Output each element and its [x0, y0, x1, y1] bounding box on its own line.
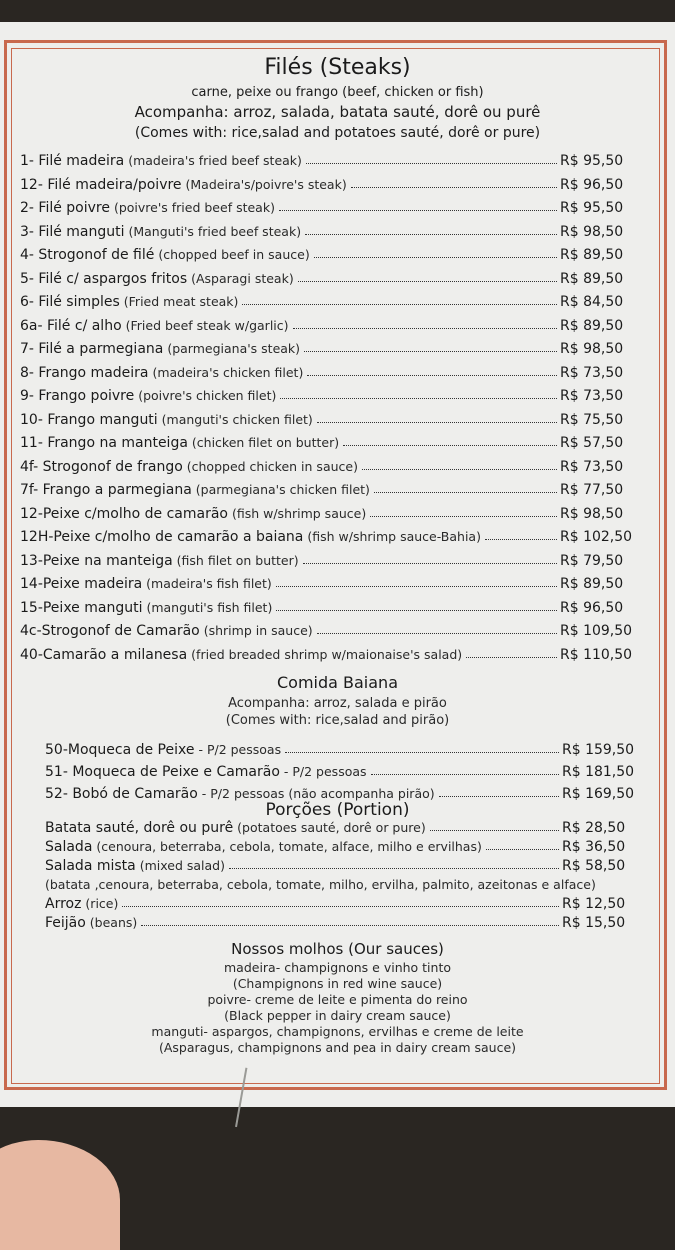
- item-name: 4c-Strogonof de Camarão: [20, 623, 200, 639]
- item-description: (batata ,cenoura, beterraba, cebola, tomate, milho, ervilha, palmito, azeitonas e alface): [45, 877, 596, 892]
- item-price: R$ 98,50: [560, 505, 624, 522]
- item-price: R$ 73,50: [560, 458, 624, 475]
- leader-dots: [371, 774, 559, 775]
- menu-item-row: [0, 482, 675, 505]
- item-name: 51- Moqueca de Peixe e Camarão: [45, 764, 280, 780]
- item-description: (poivre's chicken filet): [134, 388, 277, 403]
- item-name: 3- Filé manguti: [20, 223, 125, 240]
- menu-item-row: [0, 177, 675, 200]
- menu-item: [20, 388, 276, 404]
- item-price: R$ 28,50: [562, 820, 626, 836]
- item-name: 50-Moqueca de Peixe: [45, 742, 195, 758]
- item-description: (Manguti's fried beef steak): [124, 223, 302, 239]
- item-price: R$ 98,50: [560, 341, 624, 357]
- menu-item: [20, 271, 294, 287]
- menu-item: [20, 247, 310, 263]
- leader-dots: [306, 163, 557, 164]
- menu-item: [20, 553, 299, 569]
- item-name: 13-Peixe na manteiga: [20, 552, 173, 569]
- sauce-line: (Asparagus, champignons and pea in dairy cream sauce): [158, 1040, 517, 1055]
- item-price: R$ 102,50: [560, 529, 633, 545]
- item-price: R$ 77,50: [560, 482, 624, 498]
- leader-dots: [122, 906, 559, 907]
- item-description: (madeira's fish filet): [142, 576, 272, 591]
- item-description: (Fried beef steak w/garlic): [121, 317, 289, 333]
- item-price: R$ 73,50: [560, 364, 624, 381]
- item-description: (madeira's fried beef steak): [124, 153, 302, 168]
- menu-item-row: [0, 271, 675, 294]
- item-name: 7f- Frango a parmegiana: [20, 482, 192, 498]
- menu-item-row: [0, 435, 675, 458]
- menu-item: [20, 341, 300, 357]
- leader-dots: [293, 328, 557, 329]
- item-description: (parmegiana's steak): [163, 341, 301, 356]
- leader-dots: [351, 187, 557, 188]
- item-description: - P/2 pessoas: [194, 742, 282, 757]
- item-price: R$ 89,50: [560, 576, 624, 592]
- leader-dots: [303, 563, 557, 564]
- menu-item-row: [0, 200, 675, 223]
- item-price: R$ 79,50: [560, 552, 624, 569]
- menu-item: [20, 435, 339, 451]
- item-name: Arroz: [45, 896, 82, 912]
- menu-item: [45, 877, 596, 893]
- menu-item: [20, 529, 481, 545]
- leader-dots: [374, 492, 557, 493]
- leader-dots: [285, 752, 559, 753]
- leader-dots: [141, 925, 559, 926]
- item-name: 9- Frango poivre: [20, 388, 135, 404]
- leader-dots: [486, 849, 559, 850]
- sauce-line: manguti- aspargos, champignons, ervilhas e creme de leite: [151, 1024, 524, 1039]
- item-name: Salada: [45, 839, 93, 855]
- menu-item-row: [0, 600, 675, 623]
- item-price: R$ 84,50: [560, 294, 624, 310]
- leader-dots: [362, 469, 557, 470]
- section-title-sauces: Nossos molhos (Our sauces): [231, 940, 444, 958]
- item-price: R$ 12,50: [562, 896, 626, 912]
- leader-dots: [485, 539, 557, 540]
- baiana-accompaniment-en: (Comes with: rice,salad and pirão): [225, 713, 450, 728]
- menu-item: [20, 412, 313, 428]
- item-price: R$ 110,50: [560, 646, 633, 663]
- item-name: 4f- Strogonof de frango: [20, 458, 183, 475]
- item-description: (manguti's chicken filet): [157, 411, 313, 427]
- item-description: - P/2 pessoas (não acompanha pirão): [197, 786, 435, 801]
- menu-item-row: [0, 529, 675, 552]
- leader-dots: [305, 234, 557, 235]
- item-description: (chopped beef in sauce): [154, 247, 310, 262]
- item-name: 6a- Filé c/ alho: [20, 317, 122, 334]
- item-price: R$ 89,50: [560, 317, 624, 334]
- leader-dots: [229, 868, 559, 869]
- item-description: (fish w/shrimp sauce): [227, 505, 367, 521]
- item-price: R$ 36,50: [562, 839, 626, 855]
- menu-item: [20, 459, 358, 475]
- item-description: (parmegiana's chicken filet): [191, 482, 370, 497]
- accompaniment-pt: Acompanha: arroz, salada, batata sauté, dorê ou purê: [134, 103, 541, 121]
- item-description: (fish filet on butter): [172, 552, 299, 568]
- item-description: (Madeira's/poivre's steak): [181, 176, 347, 192]
- item-description: (Asparagi steak): [187, 270, 294, 286]
- menu-item: [45, 858, 225, 874]
- item-name: 1- Filé madeira: [20, 153, 125, 169]
- item-price: R$ 73,50: [560, 388, 624, 404]
- item-price: R$ 15,50: [562, 915, 626, 931]
- leader-dots: [304, 351, 557, 352]
- menu-item-row: [0, 412, 675, 435]
- menu-item: [20, 224, 301, 240]
- item-name: 12H-Peixe c/molho de camarão a baiana: [20, 529, 304, 545]
- leader-dots: [370, 516, 557, 517]
- item-description: (shrimp in sauce): [199, 623, 313, 638]
- menu-item: [20, 294, 238, 310]
- item-description: (poivre's fried beef steak): [109, 200, 275, 215]
- menu-item-row: [0, 647, 675, 670]
- item-name: 7- Filé a parmegiana: [20, 341, 164, 357]
- item-description: (manguti's fish filet): [142, 599, 273, 615]
- item-name: 6- Filé simples: [20, 294, 120, 310]
- accompaniment-en: (Comes with: rice,salad and potatoes sauté, dorê or pure): [134, 125, 541, 141]
- leader-dots: [279, 210, 557, 211]
- item-description: (Fried meat steak): [119, 294, 239, 309]
- leader-dots: [276, 610, 557, 611]
- leader-dots: [307, 375, 557, 376]
- item-price: R$ 75,50: [560, 411, 624, 428]
- menu-item-row: [0, 247, 675, 270]
- item-name: 8- Frango madeira: [20, 364, 149, 381]
- item-name: 40-Camarão a milanesa: [20, 646, 188, 663]
- section-title-porcoes: Porções (Portion): [265, 800, 410, 820]
- leader-dots: [276, 586, 557, 587]
- item-name: 14-Peixe madeira: [20, 576, 143, 592]
- item-price: R$ 89,50: [560, 270, 624, 287]
- sauce-line: (Champignons in red wine sauce): [232, 976, 443, 991]
- item-description: (madeira's chicken filet): [148, 364, 304, 380]
- menu-item-row: [0, 553, 675, 576]
- item-name: Feijão: [45, 915, 86, 931]
- item-description: (chicken filet on butter): [187, 435, 340, 450]
- menu-item-row: [0, 294, 675, 317]
- leader-dots: [466, 657, 557, 658]
- item-name: 11- Frango na manteiga: [20, 435, 188, 451]
- menu-item-row: [0, 318, 675, 341]
- menu-item: [45, 896, 118, 912]
- menu-item-row: [0, 742, 675, 765]
- menu-item: [45, 915, 137, 931]
- item-price: R$ 169,50: [562, 786, 635, 802]
- item-name: 2- Filé poivre: [20, 200, 110, 216]
- menu-item: [20, 365, 303, 381]
- menu-item: [45, 820, 426, 836]
- item-name: Batata sauté, dorê ou purê: [45, 820, 234, 836]
- menu-item: [45, 839, 482, 855]
- item-price: R$ 98,50: [560, 223, 624, 240]
- menu-item-row: [0, 153, 675, 176]
- item-price: R$ 159,50: [562, 742, 635, 758]
- item-name: 15-Peixe manguti: [20, 599, 143, 616]
- section-title-baiana: Comida Baiana: [276, 673, 398, 692]
- item-price: R$ 96,50: [560, 176, 624, 193]
- menu-item: [20, 482, 370, 498]
- sauce-line: poivre- creme de leite e pimenta do reino: [207, 992, 468, 1007]
- item-price: R$ 181,50: [562, 764, 635, 780]
- item-price: R$ 96,50: [560, 599, 624, 616]
- leader-dots: [317, 633, 557, 634]
- leader-dots: [242, 304, 557, 305]
- menu-item-row: [0, 623, 675, 646]
- leader-dots: [298, 281, 557, 282]
- item-description: - P/2 pessoas: [279, 764, 367, 779]
- menu-item-row: [0, 459, 675, 482]
- item-price: R$ 95,50: [560, 200, 624, 216]
- menu-item-row: [0, 341, 675, 364]
- subtitle: carne, peixe ou frango (beef, chicken or fish): [191, 85, 484, 100]
- item-description: (cenoura, beterraba, cebola, tomate, alface, milho e ervilhas): [92, 839, 482, 854]
- item-price: R$ 109,50: [560, 623, 633, 639]
- menu-item-row: [0, 915, 675, 938]
- menu-item-row: [0, 365, 675, 388]
- item-name: 5- Filé c/ aspargos fritos: [20, 270, 188, 287]
- item-description: (fried breaded shrimp w/maionaise's salad): [187, 646, 463, 662]
- item-price: R$ 95,50: [560, 153, 624, 169]
- item-name: 10- Frango manguti: [20, 411, 158, 428]
- menu-item: [20, 647, 462, 663]
- item-description: (beans): [85, 915, 138, 930]
- item-price: R$ 58,50: [562, 858, 626, 874]
- sauce-line: (Black pepper in dairy cream sauce): [224, 1008, 451, 1023]
- sauce-line: madeira- champignons e vinho tinto: [223, 960, 451, 975]
- leader-dots: [314, 257, 557, 258]
- section-title-files: Filés (Steaks): [264, 55, 411, 80]
- menu-item-row: [0, 576, 675, 599]
- menu-item: [20, 153, 302, 169]
- menu-item: [20, 200, 275, 216]
- item-description: (mixed salad): [135, 858, 225, 873]
- baiana-accompaniment-pt: Acompanha: arroz, salada e pirão: [228, 696, 447, 711]
- leader-dots: [280, 398, 557, 399]
- leader-dots: [343, 445, 557, 446]
- item-price: R$ 89,50: [560, 247, 624, 263]
- menu-item-row: [0, 506, 675, 529]
- item-name: 52- Bobó de Camarão: [45, 786, 198, 802]
- item-description: (fish w/shrimp sauce-Bahia): [303, 529, 481, 544]
- menu-item: [20, 506, 366, 522]
- item-name: Salada mista: [45, 858, 136, 874]
- menu-item: [20, 600, 272, 616]
- menu-item: [20, 623, 313, 639]
- menu-item-row: [0, 388, 675, 411]
- menu-item-row: [0, 764, 675, 787]
- menu-item: [20, 576, 272, 592]
- item-name: 4- Strogonof de filé: [20, 247, 155, 263]
- item-name: 12-Peixe c/molho de camarão: [20, 505, 228, 522]
- menu-item: [20, 177, 347, 193]
- leader-dots: [439, 796, 559, 797]
- item-description: (rice): [81, 896, 119, 911]
- menu-item: [45, 764, 367, 780]
- leader-dots: [430, 830, 559, 831]
- leader-dots: [317, 422, 557, 423]
- item-price: R$ 57,50: [560, 435, 624, 451]
- menu-item: [45, 742, 281, 758]
- menu-item: [20, 318, 289, 334]
- item-description: (potatoes sauté, dorê or pure): [233, 820, 426, 835]
- menu-item-row: [0, 224, 675, 247]
- item-description: (chopped chicken in sauce): [182, 458, 358, 474]
- item-name: 12- Filé madeira/poivre: [20, 176, 182, 193]
